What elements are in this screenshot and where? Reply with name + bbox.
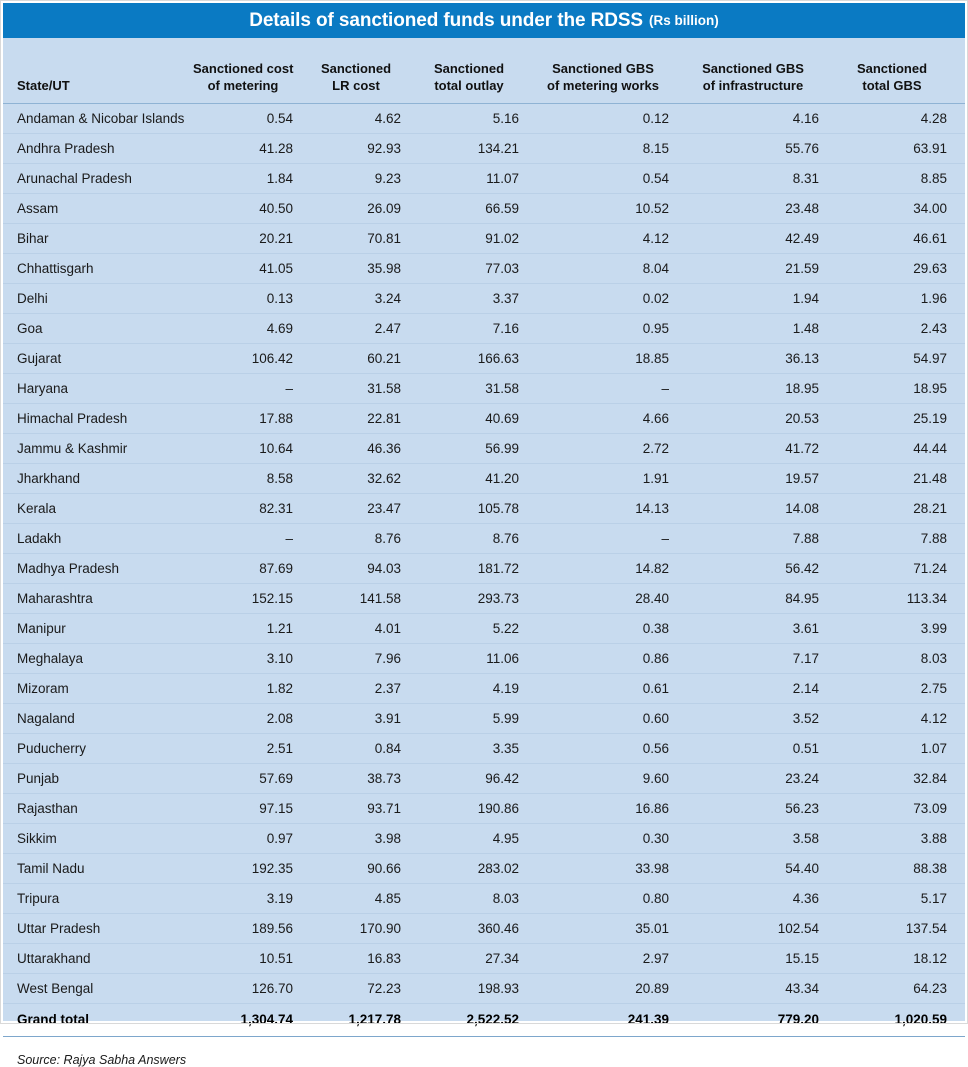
table-total-row: [3, 1004, 965, 1037]
value-cell: 3.58: [687, 824, 837, 854]
table-row: [3, 404, 965, 434]
value-cell: 8.04: [537, 254, 687, 284]
value-cell: 34.00: [837, 194, 965, 224]
table-row: [3, 194, 965, 224]
total-value-cell: 1,304.74: [193, 1004, 311, 1037]
column-header-total-outlay: [419, 38, 537, 104]
column-header-lr-cost-line2: LR cost: [332, 77, 380, 93]
value-cell: 4.19: [419, 674, 537, 704]
value-cell: 4.28: [837, 104, 965, 134]
state-name-cell: Haryana: [3, 374, 193, 404]
value-cell: 106.42: [193, 344, 311, 374]
total-label-cell: Grand total: [3, 1004, 193, 1037]
value-cell: 70.81: [311, 224, 419, 254]
value-cell: 41.72: [687, 434, 837, 464]
value-cell: 93.71: [311, 794, 419, 824]
value-cell: 63.91: [837, 134, 965, 164]
value-cell: 9.23: [311, 164, 419, 194]
table-row: [3, 974, 965, 1004]
value-cell: 8.03: [837, 644, 965, 674]
value-cell: 60.21: [311, 344, 419, 374]
value-cell: 3.19: [193, 884, 311, 914]
value-cell: 97.15: [193, 794, 311, 824]
value-cell: 3.10: [193, 644, 311, 674]
value-cell: 2.37: [311, 674, 419, 704]
value-cell: 0.86: [537, 644, 687, 674]
value-cell: 0.60: [537, 704, 687, 734]
value-cell: 90.66: [311, 854, 419, 884]
value-cell: 192.35: [193, 854, 311, 884]
value-cell: 137.54: [837, 914, 965, 944]
table-header-row: [3, 38, 965, 104]
value-cell: 18.95: [687, 374, 837, 404]
value-cell: 28.21: [837, 494, 965, 524]
value-cell: 7.17: [687, 644, 837, 674]
table-row: [3, 464, 965, 494]
table-row: [3, 854, 965, 884]
state-name-cell: Uttar Pradesh: [3, 914, 193, 944]
value-cell: 1.82: [193, 674, 311, 704]
value-cell: 1.48: [687, 314, 837, 344]
state-name-cell: Delhi: [3, 284, 193, 314]
table-body: [3, 104, 965, 1037]
table-row: [3, 674, 965, 704]
value-cell: 0.54: [193, 104, 311, 134]
value-cell: 4.12: [537, 224, 687, 254]
value-cell: 4.95: [419, 824, 537, 854]
value-cell: 33.98: [537, 854, 687, 884]
value-cell: 44.44: [837, 434, 965, 464]
value-cell: 11.06: [419, 644, 537, 674]
value-cell: 25.19: [837, 404, 965, 434]
column-header-gbs-infrastructure: [687, 38, 837, 104]
table-row: [3, 764, 965, 794]
value-cell: 23.24: [687, 764, 837, 794]
state-name-cell: Andhra Pradesh: [3, 134, 193, 164]
value-cell: 72.23: [311, 974, 419, 1004]
table-header: [3, 38, 965, 104]
value-cell: 3.37: [419, 284, 537, 314]
table-row: [3, 914, 965, 944]
table-row: [3, 374, 965, 404]
value-cell: 1.84: [193, 164, 311, 194]
value-cell: 0.38: [537, 614, 687, 644]
value-cell: 32.62: [311, 464, 419, 494]
value-cell: 0.02: [537, 284, 687, 314]
value-cell: 18.95: [837, 374, 965, 404]
state-name-cell: Bihar: [3, 224, 193, 254]
value-cell: 190.86: [419, 794, 537, 824]
value-cell: 20.89: [537, 974, 687, 1004]
value-cell: 152.15: [193, 584, 311, 614]
column-header-gbs-total: [837, 38, 965, 104]
value-cell: 0.12: [537, 104, 687, 134]
state-name-cell: Nagaland: [3, 704, 193, 734]
state-name-cell: Gujarat: [3, 344, 193, 374]
value-cell: 8.03: [419, 884, 537, 914]
column-header-gbs-metering-works-line2: of metering works: [547, 77, 659, 93]
value-cell: 283.02: [419, 854, 537, 884]
column-header-gbs-metering-works: [537, 38, 687, 104]
value-cell: 71.24: [837, 554, 965, 584]
value-cell: 2.75: [837, 674, 965, 704]
value-cell: 0.95: [537, 314, 687, 344]
table-row: [3, 284, 965, 314]
table-row: [3, 254, 965, 284]
column-header-total-outlay-line2: total outlay: [434, 77, 504, 93]
value-cell: 11.07: [419, 164, 537, 194]
table-row: [3, 734, 965, 764]
column-header-lr-cost-line1: Sanctioned: [320, 60, 392, 76]
value-cell: 5.99: [419, 704, 537, 734]
value-cell: 8.85: [837, 164, 965, 194]
state-name-cell: West Bengal: [3, 974, 193, 1004]
value-cell: 2.14: [687, 674, 837, 704]
value-cell: 26.09: [311, 194, 419, 224]
table-row: [3, 704, 965, 734]
value-cell: 14.13: [537, 494, 687, 524]
value-cell: 40.69: [419, 404, 537, 434]
value-cell: 29.63: [837, 254, 965, 284]
column-header-gbs-infrastructure-line1: Sanctioned GBS: [702, 60, 804, 76]
value-cell: 7.88: [837, 524, 965, 554]
value-cell: 5.17: [837, 884, 965, 914]
value-cell: 8.15: [537, 134, 687, 164]
value-cell: 8.58: [193, 464, 311, 494]
state-name-cell: Arunachal Pradesh: [3, 164, 193, 194]
value-cell: 4.69: [193, 314, 311, 344]
state-name-cell: Himachal Pradesh: [3, 404, 193, 434]
value-cell: 10.51: [193, 944, 311, 974]
table-row: [3, 644, 965, 674]
state-name-cell: Rajasthan: [3, 794, 193, 824]
state-name-cell: Mizoram: [3, 674, 193, 704]
total-value-cell: 1,020.59: [837, 1004, 965, 1037]
state-name-cell: Puducherry: [3, 734, 193, 764]
value-cell: 18.85: [537, 344, 687, 374]
value-cell: 0.54: [537, 164, 687, 194]
value-cell: 3.99: [837, 614, 965, 644]
value-cell: 14.08: [687, 494, 837, 524]
value-cell: 46.61: [837, 224, 965, 254]
table-row: [3, 344, 965, 374]
value-cell: 22.81: [311, 404, 419, 434]
state-name-cell: Goa: [3, 314, 193, 344]
value-cell: 2.97: [537, 944, 687, 974]
table-row: [3, 944, 965, 974]
value-cell: 0.13: [193, 284, 311, 314]
value-cell: 4.85: [311, 884, 419, 914]
value-cell: 73.09: [837, 794, 965, 824]
column-header-gbs-infrastructure-line2: of infrastructure: [702, 77, 804, 93]
column-header-metering-line1: Sanctioned cost: [193, 60, 294, 76]
value-cell: 141.58: [311, 584, 419, 614]
value-cell: 1.91: [537, 464, 687, 494]
value-cell: 56.42: [687, 554, 837, 584]
value-cell: 3.91: [311, 704, 419, 734]
value-cell: 0.56: [537, 734, 687, 764]
value-cell: 189.56: [193, 914, 311, 944]
value-cell: 0.51: [687, 734, 837, 764]
total-value-cell: 779.20: [687, 1004, 837, 1037]
state-name-cell: Andaman & Nicobar Islands: [3, 104, 193, 134]
value-cell: 57.69: [193, 764, 311, 794]
value-cell: 0.84: [311, 734, 419, 764]
value-cell: 92.93: [311, 134, 419, 164]
value-cell: 8.76: [311, 524, 419, 554]
column-header-metering-line2: of metering: [207, 77, 279, 93]
state-name-cell: Ladakh: [3, 524, 193, 554]
value-cell: 38.73: [311, 764, 419, 794]
value-cell: 2.08: [193, 704, 311, 734]
value-cell: 32.84: [837, 764, 965, 794]
value-cell: 4.62: [311, 104, 419, 134]
value-cell: 0.97: [193, 824, 311, 854]
value-cell: 10.52: [537, 194, 687, 224]
value-cell: 2.72: [537, 434, 687, 464]
value-cell: 170.90: [311, 914, 419, 944]
value-cell: 1.07: [837, 734, 965, 764]
value-cell: 15.15: [687, 944, 837, 974]
state-name-cell: Maharashtra: [3, 584, 193, 614]
title-unit-label: (Rs billion): [649, 13, 719, 28]
state-name-cell: Tripura: [3, 884, 193, 914]
value-cell: 54.40: [687, 854, 837, 884]
value-cell: –: [537, 524, 687, 554]
source-note: Source: Rajya Sabha Answers: [17, 1053, 187, 1067]
state-name-cell: Manipur: [3, 614, 193, 644]
column-header-gbs-total-line1: Sanctioned: [856, 60, 928, 76]
value-cell: 4.01: [311, 614, 419, 644]
state-name-cell: Sikkim: [3, 824, 193, 854]
value-cell: 41.20: [419, 464, 537, 494]
value-cell: 64.23: [837, 974, 965, 1004]
value-cell: 23.47: [311, 494, 419, 524]
value-cell: 20.53: [687, 404, 837, 434]
table-row: [3, 524, 965, 554]
value-cell: 113.34: [837, 584, 965, 614]
value-cell: 21.59: [687, 254, 837, 284]
page-title: Details of sanctioned funds under the RDSS: [249, 9, 644, 31]
value-cell: 41.28: [193, 134, 311, 164]
value-cell: 88.38: [837, 854, 965, 884]
value-cell: 55.76: [687, 134, 837, 164]
value-cell: 3.61: [687, 614, 837, 644]
state-name-cell: Tamil Nadu: [3, 854, 193, 884]
value-cell: 2.43: [837, 314, 965, 344]
value-cell: 105.78: [419, 494, 537, 524]
value-cell: 20.21: [193, 224, 311, 254]
value-cell: 36.13: [687, 344, 837, 374]
column-header-total-outlay-line1: Sanctioned: [433, 60, 505, 76]
value-cell: 2.51: [193, 734, 311, 764]
value-cell: 126.70: [193, 974, 311, 1004]
value-cell: 82.31: [193, 494, 311, 524]
value-cell: 360.46: [419, 914, 537, 944]
table-row: [3, 164, 965, 194]
table-row: [3, 794, 965, 824]
value-cell: 35.01: [537, 914, 687, 944]
table-row: [3, 824, 965, 854]
value-cell: 35.98: [311, 254, 419, 284]
value-cell: 16.83: [311, 944, 419, 974]
column-header-state: [3, 38, 193, 104]
value-cell: 1.21: [193, 614, 311, 644]
value-cell: –: [193, 374, 311, 404]
column-header-gbs-total-line2: total GBS: [862, 77, 922, 93]
state-name-cell: Meghalaya: [3, 644, 193, 674]
value-cell: 16.86: [537, 794, 687, 824]
state-name-cell: Chhattisgarh: [3, 254, 193, 284]
table-row: [3, 224, 965, 254]
value-cell: 54.97: [837, 344, 965, 374]
value-cell: 84.95: [687, 584, 837, 614]
value-cell: 134.21: [419, 134, 537, 164]
state-name-cell: Jammu & Kashmir: [3, 434, 193, 464]
value-cell: 2.47: [311, 314, 419, 344]
value-cell: 4.36: [687, 884, 837, 914]
value-cell: 3.88: [837, 824, 965, 854]
value-cell: 77.03: [419, 254, 537, 284]
column-header-state-line1: State/UT: [17, 77, 70, 93]
value-cell: 7.96: [311, 644, 419, 674]
value-cell: 5.22: [419, 614, 537, 644]
total-value-cell: 2,522.52: [419, 1004, 537, 1037]
value-cell: 0.61: [537, 674, 687, 704]
value-cell: 3.24: [311, 284, 419, 314]
table-title-bar: [3, 3, 965, 38]
value-cell: 56.99: [419, 434, 537, 464]
value-cell: 181.72: [419, 554, 537, 584]
value-cell: 14.82: [537, 554, 687, 584]
value-cell: 40.50: [193, 194, 311, 224]
state-name-cell: Uttarakhand: [3, 944, 193, 974]
value-cell: 8.76: [419, 524, 537, 554]
value-cell: 43.34: [687, 974, 837, 1004]
sanctioned-funds-table: [3, 38, 965, 1037]
value-cell: 9.60: [537, 764, 687, 794]
value-cell: 23.48: [687, 194, 837, 224]
total-value-cell: 241.39: [537, 1004, 687, 1037]
value-cell: 3.35: [419, 734, 537, 764]
state-name-cell: Madhya Pradesh: [3, 554, 193, 584]
table-row: [3, 494, 965, 524]
value-cell: 46.36: [311, 434, 419, 464]
value-cell: 87.69: [193, 554, 311, 584]
value-cell: 18.12: [837, 944, 965, 974]
table-row: [3, 104, 965, 134]
value-cell: 31.58: [311, 374, 419, 404]
value-cell: 0.30: [537, 824, 687, 854]
value-cell: 31.58: [419, 374, 537, 404]
value-cell: 4.16: [687, 104, 837, 134]
value-cell: 198.93: [419, 974, 537, 1004]
value-cell: 42.49: [687, 224, 837, 254]
value-cell: 66.59: [419, 194, 537, 224]
value-cell: 7.16: [419, 314, 537, 344]
table-row: [3, 884, 965, 914]
value-cell: 1.94: [687, 284, 837, 314]
value-cell: –: [193, 524, 311, 554]
value-cell: 293.73: [419, 584, 537, 614]
value-cell: 27.34: [419, 944, 537, 974]
value-cell: 94.03: [311, 554, 419, 584]
value-cell: 3.52: [687, 704, 837, 734]
value-cell: –: [537, 374, 687, 404]
state-name-cell: Kerala: [3, 494, 193, 524]
column-header-metering: [193, 38, 311, 104]
value-cell: 28.40: [537, 584, 687, 614]
state-name-cell: Punjab: [3, 764, 193, 794]
value-cell: 17.88: [193, 404, 311, 434]
value-cell: 8.31: [687, 164, 837, 194]
column-header-gbs-metering-works-line1: Sanctioned GBS: [552, 60, 654, 76]
value-cell: 96.42: [419, 764, 537, 794]
value-cell: 4.12: [837, 704, 965, 734]
value-cell: 21.48: [837, 464, 965, 494]
table-row: [3, 314, 965, 344]
column-header-lr-cost: [311, 38, 419, 104]
value-cell: 7.88: [687, 524, 837, 554]
value-cell: 91.02: [419, 224, 537, 254]
value-cell: 19.57: [687, 464, 837, 494]
state-name-cell: Assam: [3, 194, 193, 224]
table-row: [3, 614, 965, 644]
table-row: [3, 134, 965, 164]
table-row: [3, 584, 965, 614]
value-cell: 41.05: [193, 254, 311, 284]
value-cell: 56.23: [687, 794, 837, 824]
value-cell: 1.96: [837, 284, 965, 314]
value-cell: 102.54: [687, 914, 837, 944]
total-value-cell: 1,217.78: [311, 1004, 419, 1037]
value-cell: 4.66: [537, 404, 687, 434]
state-name-cell: Jharkhand: [3, 464, 193, 494]
value-cell: 10.64: [193, 434, 311, 464]
table-row: [3, 554, 965, 584]
value-cell: 0.80: [537, 884, 687, 914]
value-cell: 166.63: [419, 344, 537, 374]
value-cell: 5.16: [419, 104, 537, 134]
value-cell: 3.98: [311, 824, 419, 854]
table-row: [3, 434, 965, 464]
